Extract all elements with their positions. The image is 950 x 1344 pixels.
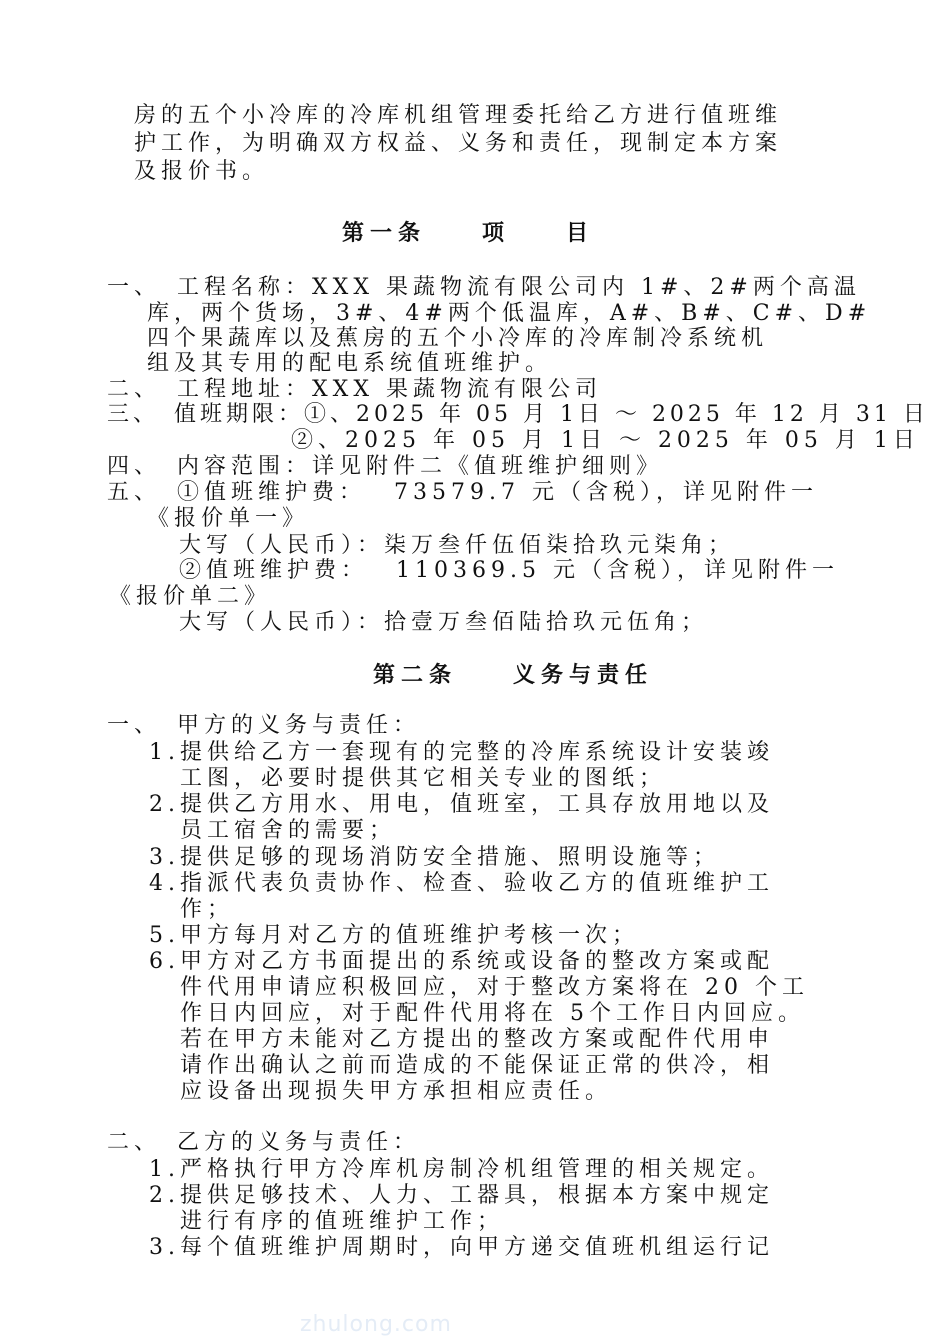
a1-item-3-line-1: 三、 值班期限：①、2025 年 05 月 1日 ～ 2025 年 12 月 31 日 [107, 402, 929, 427]
party-a-line-6: 4.指派代表负责协作、检查、验收乙方的值班维护工 [149, 871, 774, 896]
a1-item-5-quote-2: 《报价单二》 [109, 584, 272, 609]
a1-item-5-capital-1: 大写（人民币）：柒万叁仟伍佰柒拾玖元柒角； [179, 533, 736, 558]
party-a-line-12: 若在甲方未能对乙方提出的整改方案或配件代用申 [180, 1027, 775, 1052]
party-a-line-13: 请作出确认之前而造成的不能保证正常的供冷，相 [180, 1053, 775, 1078]
party-b-line-2: 2.提供足够技术、人力、工器具，根据本方案中规定 [149, 1183, 774, 1208]
a1-item-2: 二、 工程地址：XXX 果蔬物流有限公司 [107, 377, 602, 402]
a1-item-3-line-2: ②、2025 年 05 月 1日 ～ 2025 年 05 月 1日 [291, 428, 920, 453]
party-b-heading: 二、 乙方的义务与责任： [107, 1130, 421, 1155]
intro-line-3: 及报价书。 [134, 159, 270, 184]
a1-item-4: 四、 内容范围：详见附件二《值班维护细则》 [107, 454, 664, 479]
party-a-line-1: 1.提供给乙方一套现有的完整的冷库系统设计安装竣 [149, 740, 774, 765]
party-a-line-14: 应设备出现损失甲方承担相应责任。 [180, 1079, 613, 1104]
watermark: zhulong.com [300, 1312, 452, 1337]
a1-item-1-line-3: 四个果蔬库以及蕉房的五个小冷库的冷库制冷系统机 [147, 326, 769, 351]
a1-item-1-line-2: 库，两个货场，3#、4#两个低温库，A#、B#、C#、D# [147, 301, 872, 326]
intro-line-2: 护工作，为明确双方权益、义务和责任，现制定本方案 [134, 131, 783, 156]
a1-item-5-quote-1: 《报价单一》 [147, 506, 310, 531]
party-a-line-5: 3.提供足够的现场消防安全措施、照明设施等； [149, 845, 720, 870]
party-a-line-9: 6.甲方对乙方书面提出的系统或设备的整改方案或配 [149, 949, 774, 974]
party-a-heading: 一、 甲方的义务与责任： [107, 713, 421, 738]
party-a-line-11: 作日内回应，对于配件代用将在 5个工作日内回应。 [180, 1001, 805, 1026]
a1-item-5-capital-2: 大写（人民币）：拾壹万叁佰陆拾玖元伍角； [179, 610, 709, 635]
a1-item-1-line-4: 组及其专用的配电系统值班维护。 [147, 351, 553, 376]
party-b-line-1: 1.严格执行甲方冷库机房制冷机组管理的相关规定。 [149, 1157, 774, 1182]
a1-item-1-line-1: 一、 工程名称：XXX 果蔬物流有限公司内 1#、2#两个高温 [107, 275, 861, 300]
party-a-line-7: 作； [180, 897, 235, 922]
party-a-line-10: 件代用申请应积极回应，对于整改方案将在 20 个工 [180, 975, 809, 1000]
a1-item-5-fee-1: 五、 ①值班维护费： 73579.7 元（含税），详见附件一 [107, 480, 818, 505]
article-2-heading: 第二条 义务与责任 [373, 663, 654, 688]
a1-item-5-fee-2: ②值班维护费： 110369.5 元（含税），详见附件一 [179, 558, 839, 583]
party-a-line-3: 2.提供乙方用水、用电，值班室，工具存放用地以及 [149, 792, 774, 817]
party-a-line-8: 5.甲方每月对乙方的值班维护考核一次； [149, 923, 639, 948]
article-1-heading: 第一条 项 目 [342, 221, 595, 246]
party-b-line-4: 3.每个值班维护周期时，向甲方递交值班机组运行记 [149, 1235, 774, 1260]
party-b-line-3: 进行有序的值班维护工作； [180, 1209, 505, 1234]
intro-line-1: 房的五个小冷库的冷库机组管理委托给乙方进行值班维 [134, 103, 783, 128]
party-a-line-4: 员工宿舍的需要； [180, 818, 397, 843]
party-a-line-2: 工图，必要时提供其它相关专业的图纸； [180, 766, 667, 791]
